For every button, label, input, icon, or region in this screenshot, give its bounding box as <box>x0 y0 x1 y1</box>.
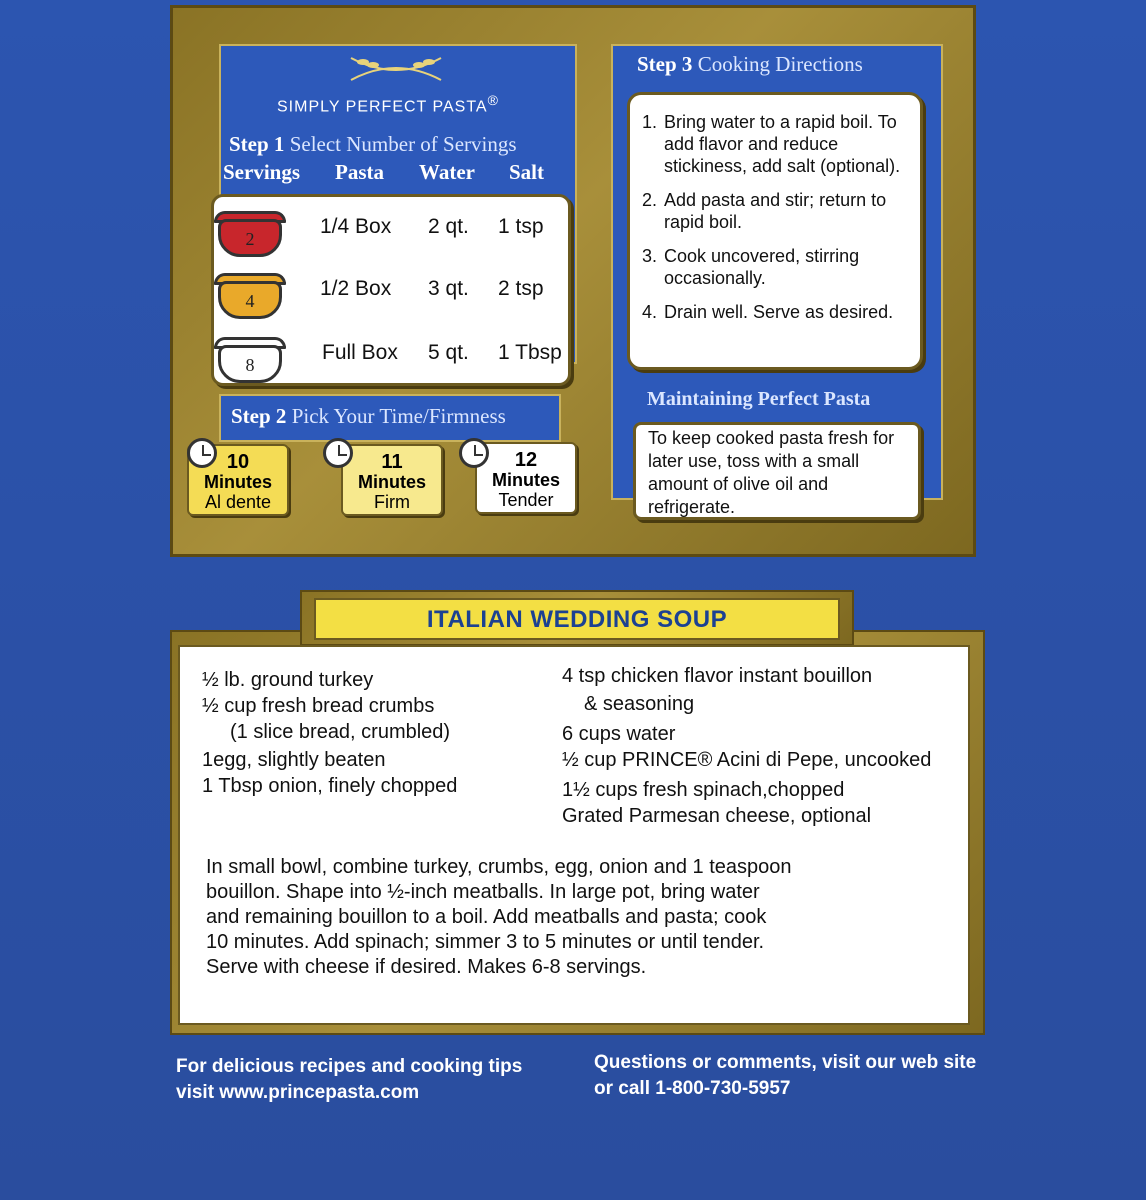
col-servings: Servings <box>223 160 301 184</box>
time-firmness: Firm <box>374 492 410 512</box>
footer-recipes-note: For delicious recipes and cooking tips visit www.princepasta.com <box>176 1056 523 1103</box>
salt-amount: 1 Tbsp <box>498 341 562 364</box>
time-minutes: 10 <box>226 451 250 473</box>
pot-icon <box>210 267 290 319</box>
col-pasta: Pasta <box>335 160 384 184</box>
brand-name: SIMPLY PERFECT PASTA® <box>277 92 499 116</box>
water-amount: 3 qt. <box>428 277 469 300</box>
ingredient: 4 tsp chicken flavor instant bouillon <box>562 665 873 687</box>
servings-row <box>214 265 568 325</box>
method-line: bouillon. Shape into ½-inch meatballs. In large pot, bring water <box>206 881 760 903</box>
ingredient: & seasoning <box>584 693 695 715</box>
salt-amount: 2 tsp <box>498 277 544 300</box>
pasta-amount: Full Box <box>322 341 398 364</box>
direction-item: 4. Drain well. Serve as desired. <box>642 302 894 322</box>
time-option-tender <box>475 442 577 514</box>
step2-heading: Step 2 Pick Your Time/Firmness <box>231 404 506 428</box>
ingredient: ½ lb. ground turkey <box>202 669 374 691</box>
step2-box <box>219 394 561 442</box>
clock-icon <box>323 438 353 468</box>
pasta-amount: 1/4 Box <box>320 215 392 238</box>
method-line: 10 minutes. Add spinach; simmer 3 to 5 minutes or until tender. <box>206 931 765 953</box>
wheat-logo-icon <box>341 52 451 84</box>
maintaining-text: To keep cooked pasta fresh for later use, toss with a small amount of olive oil and refrigerate. <box>648 428 895 517</box>
maintaining-heading: Maintaining Perfect Pasta <box>647 388 871 410</box>
time-unit: Minutes <box>357 472 426 492</box>
ingredient: ½ cup PRINCE® Acini di Pepe, uncooked <box>562 749 932 771</box>
direction-item: 1. Bring water to a rapid boil. To add flavor and reduce stickiness, add salt (optional). <box>642 112 901 176</box>
direction-item: 2. Add pasta and stir; return to rapid boil. <box>642 190 887 232</box>
time-minutes: 11 <box>381 451 403 473</box>
time-option-firm <box>341 444 443 516</box>
pot-icon <box>210 205 290 257</box>
recipe-method <box>206 855 946 980</box>
servings-row <box>214 203 568 263</box>
ingredient: Grated Parmesan cheese, optional <box>562 805 872 827</box>
recipe-card <box>178 645 970 1025</box>
clock-icon <box>187 438 217 468</box>
pot-icon <box>210 331 290 383</box>
servings-count: 4 <box>245 291 255 311</box>
time-minutes: 12 <box>514 449 538 471</box>
ingredient: 1egg, slightly beaten <box>202 749 386 771</box>
step3-heading: Step 3 Cooking Directions <box>637 52 863 76</box>
servings-count: 8 <box>245 355 255 375</box>
cooking-directions <box>627 92 923 370</box>
directions-panel <box>170 5 976 557</box>
maintaining-note <box>633 422 921 520</box>
time-unit: Minutes <box>203 472 272 492</box>
method-line: Serve with cheese if desired. Makes 6-8 servings. <box>206 956 647 978</box>
salt-amount: 1 tsp <box>498 215 544 238</box>
servings-row <box>214 329 568 389</box>
water-amount: 2 qt. <box>428 215 469 238</box>
col-salt: Salt <box>509 160 545 184</box>
ingredient: ½ cup fresh bread crumbs <box>202 695 435 717</box>
ingredient: 1½ cups fresh spinach,chopped <box>562 779 845 801</box>
ingredient: (1 slice bread, crumbled) <box>230 721 451 743</box>
recipe-title-bar <box>300 590 854 646</box>
clock-icon <box>459 438 489 468</box>
servings-table <box>211 194 571 386</box>
time-unit: Minutes <box>491 470 560 490</box>
col-water: Water <box>419 160 475 184</box>
direction-item: 3. Cook uncovered, stirring occasionally. <box>642 246 860 288</box>
water-amount: 5 qt. <box>428 341 469 364</box>
method-line: In small bowl, combine turkey, crumbs, egg, onion and 1 teaspoon <box>206 856 792 878</box>
servings-count: 2 <box>245 229 255 249</box>
recipe-title: ITALIAN WEDDING SOUP <box>314 598 840 640</box>
directions-list <box>642 111 912 335</box>
pasta-amount: 1/2 Box <box>320 277 392 300</box>
time-firmness: Tender <box>498 490 554 510</box>
step1-heading: Step 1 Select Number of Servings <box>229 132 517 156</box>
method-line: and remaining bouillon to a boil. Add meatballs and pasta; cook <box>206 906 767 928</box>
time-firmness: Al dente <box>204 492 272 512</box>
ingredient: 1 Tbsp onion, finely chopped <box>202 775 458 797</box>
footer-contact-note: Questions or comments, visit our web site or call 1-800-730-5957 <box>594 1052 977 1099</box>
ingredient: 6 cups water <box>562 723 676 745</box>
